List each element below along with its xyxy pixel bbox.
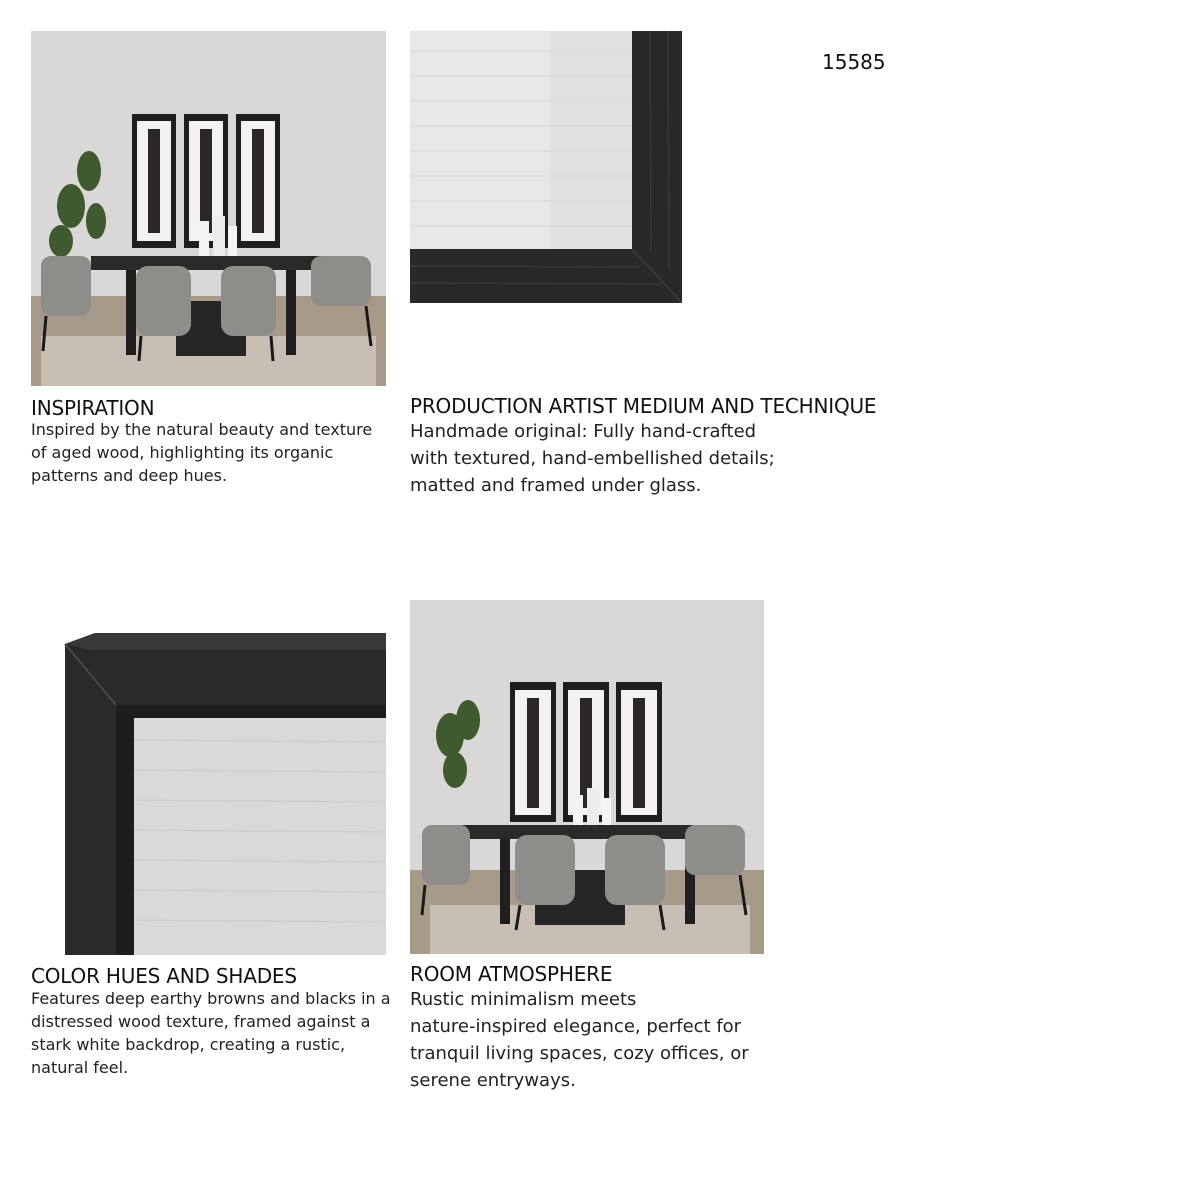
production-line: with textured, hand-embellished details; bbox=[410, 448, 775, 469]
room-atmosphere-image bbox=[410, 600, 764, 954]
room-line: serene entryways. bbox=[410, 1070, 576, 1091]
frame-corner-image bbox=[410, 31, 682, 303]
room-line: Rustic minimalism meets bbox=[410, 989, 637, 1010]
frame-corner-angle-image bbox=[31, 600, 386, 955]
color-body: Features deep earthy browns and blacks in a distressed wood texture, framed against a stark white backdrop, creating a rustic, natural feel. bbox=[31, 989, 391, 1077]
room-body bbox=[410, 986, 810, 1094]
room-line: tranquil living spaces, cozy offices, or bbox=[410, 1043, 749, 1064]
room-scene-image bbox=[31, 31, 386, 386]
production-line: Handmade original: Fully hand-crafted bbox=[410, 421, 757, 442]
color-title: COLOR HUES AND SHADES bbox=[31, 964, 297, 988]
room-title: ROOM ATMOSPHERE bbox=[410, 962, 613, 986]
production-title: PRODUCTION ARTIST MEDIUM AND TECHNIQUE bbox=[410, 394, 877, 418]
production-line: matted and framed under glass. bbox=[410, 475, 702, 496]
production-body bbox=[410, 418, 830, 499]
room-line: nature-inspired elegance, perfect for bbox=[410, 1016, 742, 1037]
inspiration-body: Inspired by the natural beauty and texture of aged wood, highlighting its organic patterns and deep hues. bbox=[31, 420, 373, 485]
inspiration-title: INSPIRATION bbox=[31, 396, 155, 420]
product-code: 15585 bbox=[822, 50, 886, 74]
